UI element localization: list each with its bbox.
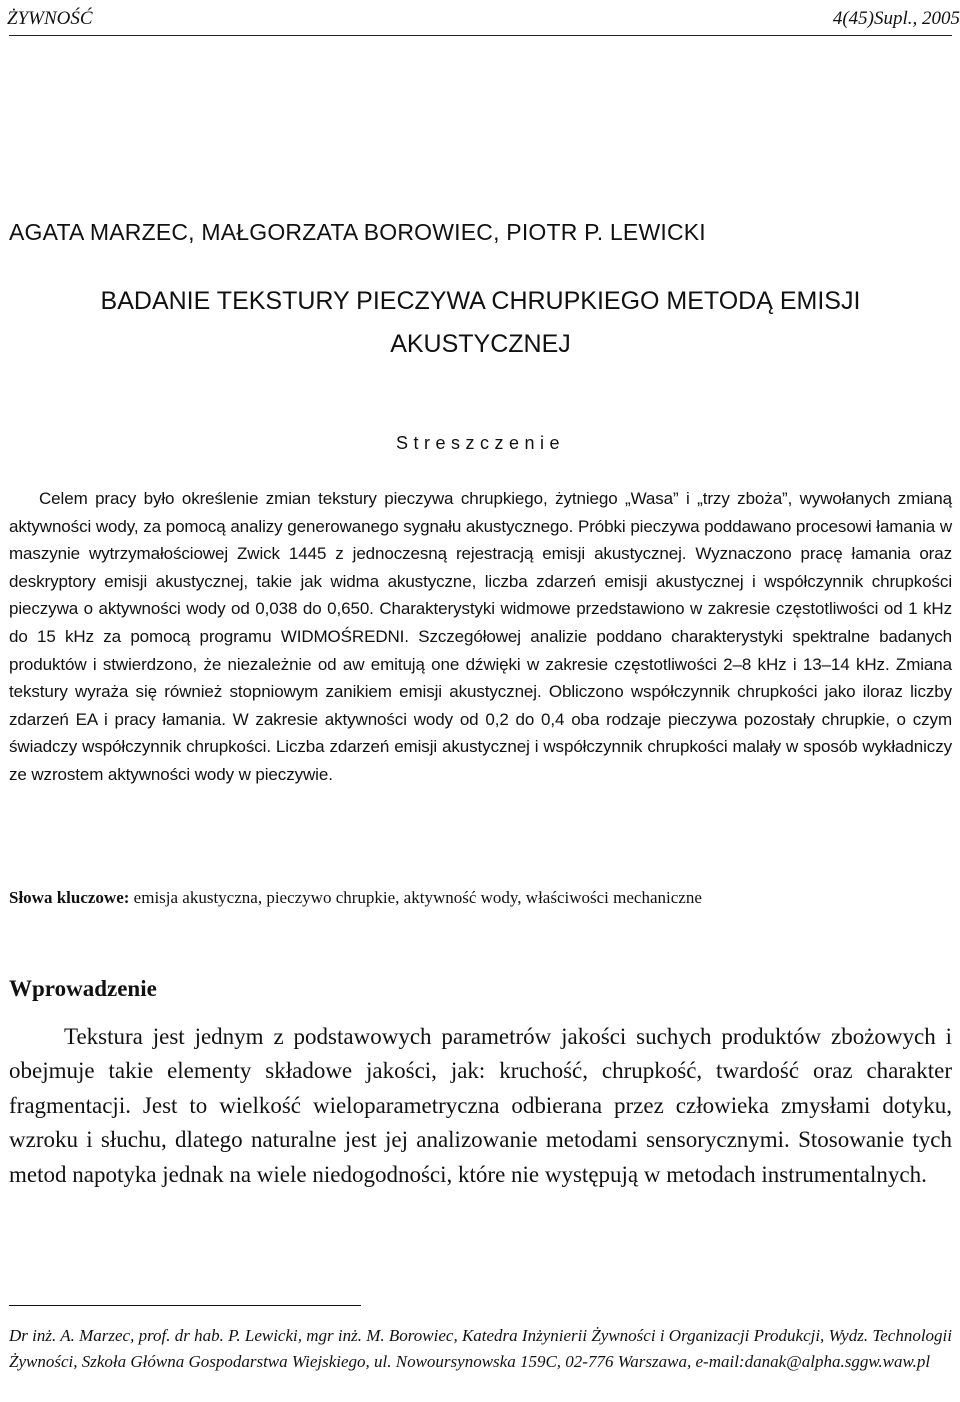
keywords bbox=[9, 884, 952, 912]
footnote-divider bbox=[9, 1305, 361, 1306]
keywords-text: emisja akustyczna, pieczywo chrupkie, aktywność wody, właściwości mechaniczne bbox=[129, 888, 702, 907]
author-affiliation-footnote: Dr inż. A. Marzec, prof. dr hab. P. Lewicki, mgr inż. M. Borowiec, Katedra Inżynierii Żywności i Organizacji Produkcji, Wydz. Technologii Żywności, Szkoła Główna Gospodarstwa Wiejskiego, ul. Nowoursynowska 159C, 02-776 Warszawa, e-mail:danak@alpha.sggw.waw.pl bbox=[9, 1326, 952, 1371]
paper-title bbox=[9, 280, 952, 366]
issue-info: 4(45)Supl., 2005 bbox=[832, 8, 960, 29]
section-heading-introduction: Wprowadzenie bbox=[9, 976, 157, 1001]
introduction-text: Tekstura jest jednym z podstawowych parametrów jakości suchych produktów zbożowych i obejmuje takie elementy składowe jakości, jak: kruchość, chrupkość, twardość oraz charakter fragmentacji. Jest to wielkość wieloparametryczna odbierana przez człowieka zmysłami dotyku, wzroku i słuchu, dlatego naturalne jest jej analizowanie metodami sensorycznymi. Stosowanie tych metod napotyka jednak na wiele niedogodności, które nie występują w metodach instrumentalnych. bbox=[9, 1024, 952, 1187]
journal-name: ŻYWNOŚĆ bbox=[7, 8, 93, 29]
authors: AGATA MARZEC, MAŁGORZATA BOROWIEC, PIOTR P. LEWICKI bbox=[9, 219, 706, 245]
keywords-label: Słowa kluczowe: bbox=[9, 888, 130, 907]
abstract-heading: Streszczenie bbox=[395, 433, 566, 453]
paper-title-line-1: BADANIE TEKSTURY PIECZYWA CHRUPKIEGO METODĄ EMISJI bbox=[100, 287, 861, 315]
paper-title-line-2: AKUSTYCZNEJ bbox=[390, 330, 571, 358]
running-head bbox=[7, 6, 960, 36]
abstract-text: Celem pracy było określenie zmian tekstury pieczywa chrupkiego, żytniego „Wasa” i „trzy zboża”, wywołanych zmianą aktywności wody, za pomocą analizy generowanego sygnału akustycznego. Próbki pieczywa poddawano procesowi łamania w maszynie wytrzymałościowej Zwick 1445 z jednoczesną rejestracją emisji akustycznej. Wyznaczono pracę łamania oraz deskryptory emisji akustycznej, takie jak widma akustyczne, liczba zdarzeń emisji akustycznej i współczynnik chrupkości pieczywa o aktywności wody od 0,038 do 0,650. Charakterystyki widmowe przedstawiono w zakresie częstotliwości od 1 kHz do 15 kHz za pomocą programu WIDMOŚREDNI. Szczegółowej analizie poddano charakterystyki spektralne badanych produktów i stwierdzono, że niezależnie od aw emitują one dźwięki w zakresie częstotliwości 2–8 kHz i 13–14 kHz. Zmiana tekstury wyraża się również stopniowym zanikiem emisji akustycznej. Obliczono współczynnik chrupkości jako iloraz liczby zdarzeń EA i pracy łamania. W zakresie aktywności wody od 0,2 do 0,4 oba rodzaje pieczywa pozostały chrupkie, o czym świadczy współczynnik chrupkości. Liczba zdarzeń emisji akustycznej i współczynnik chrupkości malały w sposób wykładniczy ze wzrostem aktywności wody w pieczywie. bbox=[9, 489, 952, 784]
